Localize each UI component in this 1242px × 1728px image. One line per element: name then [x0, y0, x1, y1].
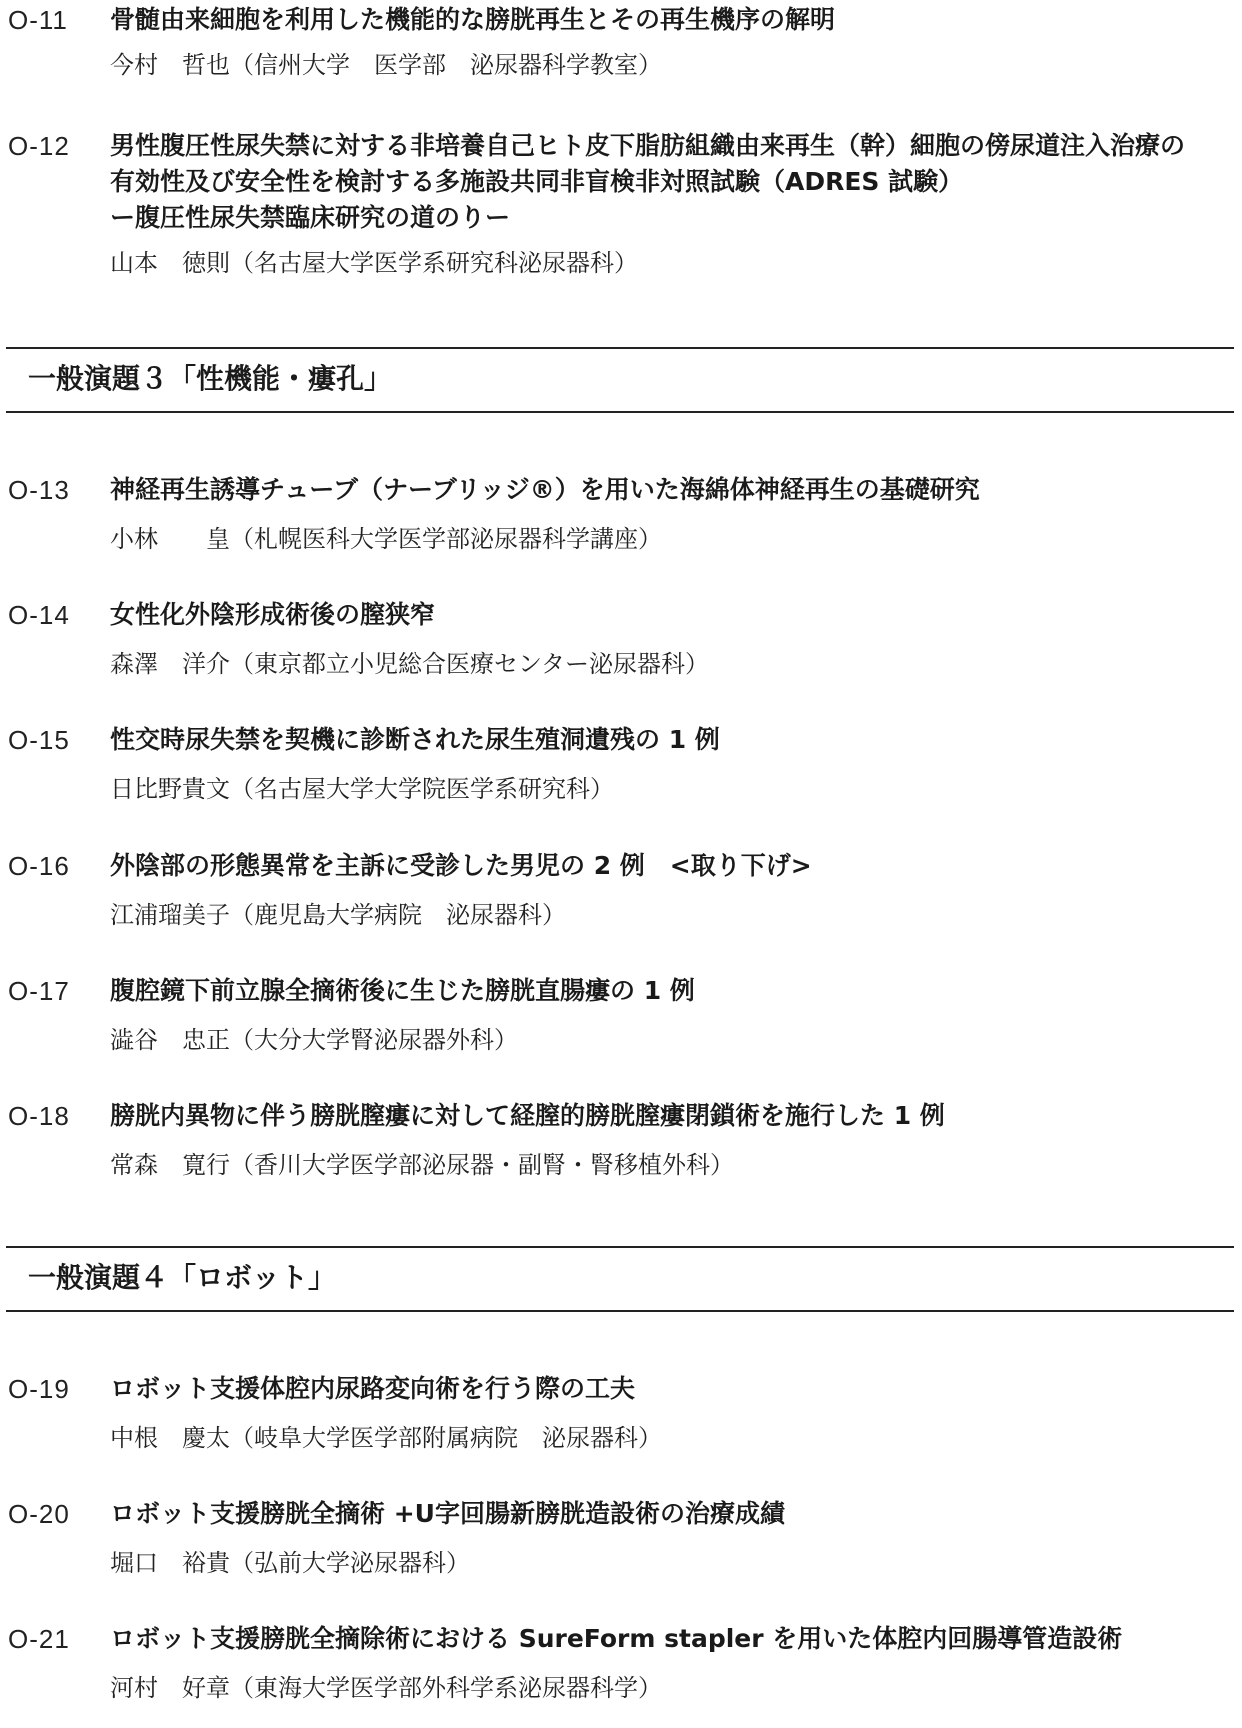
abstract-title	[110, 973, 1230, 1009]
abstract-title	[110, 722, 1230, 758]
abstract-author: 澁谷 忠正（大分大学腎泌尿器外科）	[110, 1026, 518, 1054]
abstract-code: O-19	[8, 1374, 70, 1404]
abstract-code: O-17	[8, 976, 70, 1006]
abstract-title-line: ロボット支援膀胱全摘術 +U字回腸新膀胱造設術の治療成績	[110, 1499, 785, 1528]
abstract-title	[110, 848, 1230, 884]
abstract-author: 森澤 洋介（東京都立小児総合医療センター泌尿器科）	[110, 650, 710, 678]
abstract-author: 日比野貴文（名古屋大学大学院医学系研究科）	[110, 775, 614, 803]
abstract-title-line: ロボット支援体腔内尿路変向術を行う際の工夫	[110, 1374, 636, 1403]
abstract-title-line: 外陰部の形態異常を主訴に受診した男児の 2 例 <取り下げ>	[110, 851, 812, 880]
abstract-author: 今村 哲也（信州大学 医学部 泌尿器科学教室）	[110, 51, 662, 79]
abstract-author: 江浦瑠美子（鹿児島大学病院 泌尿器科）	[110, 901, 566, 929]
abstract-author: 河村 好章（東海大学医学部外科学系泌尿器科学）	[110, 1674, 662, 1702]
abstract-title	[110, 1098, 1230, 1134]
abstract-title	[110, 2, 1230, 38]
abstract-title	[110, 1371, 1230, 1407]
abstract-author: 小林 皇（札幌医科大学医学部泌尿器科学講座）	[110, 525, 662, 553]
section-title: 一般演題４「ロボット」	[28, 1261, 337, 1294]
abstract-code: O-14	[8, 600, 70, 630]
section-title: 一般演題３「性機能・瘻孔」	[28, 362, 393, 395]
abstract-code: O-20	[8, 1499, 70, 1529]
abstract-title-line: 神経再生誘導チューブ（ナーブリッジ®）を用いた海綿体神経再生の基礎研究	[110, 475, 980, 504]
abstract-code: O-13	[8, 475, 70, 505]
abstract-title	[110, 1496, 1230, 1532]
abstract-title-line: 腹腔鏡下前立腺全摘術後に生じた膀胱直腸瘻の 1 例	[110, 976, 695, 1005]
abstract-author: 山本 徳則（名古屋大学医学系研究科泌尿器科）	[110, 249, 638, 277]
abstract-author: 常森 寛行（香川大学医学部泌尿器・副腎・腎移植外科）	[110, 1151, 734, 1179]
abstract-title	[110, 1621, 1230, 1657]
abstract-author: 堀口 裕貴（弘前大学泌尿器科）	[110, 1549, 470, 1577]
abstract-code: O-16	[8, 851, 70, 881]
abstract-code: O-18	[8, 1101, 70, 1131]
abstract-code: O-12	[8, 131, 70, 161]
section-header-4	[6, 1246, 1234, 1312]
abstract-title-line: 性交時尿失禁を契機に診断された尿生殖洞遺残の 1 例	[110, 725, 720, 754]
abstract-title-line: 女性化外陰形成術後の膣狭窄	[110, 600, 436, 629]
abstract-title	[110, 597, 1230, 633]
abstract-title-line: 有効性及び安全性を検討する多施設共同非盲検非対照試験（ADRES 試験）	[110, 167, 964, 196]
abstract-code: O-21	[8, 1624, 70, 1654]
section-header-3	[6, 347, 1234, 413]
abstract-code: O-11	[8, 5, 68, 35]
abstract-title-line: ー腹圧性尿失禁臨床研究の道のりー	[110, 203, 511, 232]
abstract-title	[110, 128, 1230, 236]
abstract-title-line: 膀胱内異物に伴う膀胱膣瘻に対して経膣的膀胱膣瘻閉鎖術を施行した 1 例	[110, 1101, 945, 1130]
abstract-title	[110, 472, 1230, 508]
abstract-code: O-15	[8, 725, 70, 755]
abstract-title-line: ロボット支援膀胱全摘除術における SureForm stapler を用いた体腔内回腸導管造設術	[110, 1624, 1123, 1653]
abstract-title-line: 骨髄由来細胞を利用した機能的な膀胱再生とその再生機序の解明	[110, 5, 836, 34]
abstract-author: 中根 慶太（岐阜大学医学部附属病院 泌尿器科）	[110, 1424, 662, 1452]
abstract-title-line: 男性腹圧性尿失禁に対する非培養自己ヒト皮下脂肪組織由来再生（幹）細胞の傍尿道注入治療の	[110, 131, 1186, 160]
